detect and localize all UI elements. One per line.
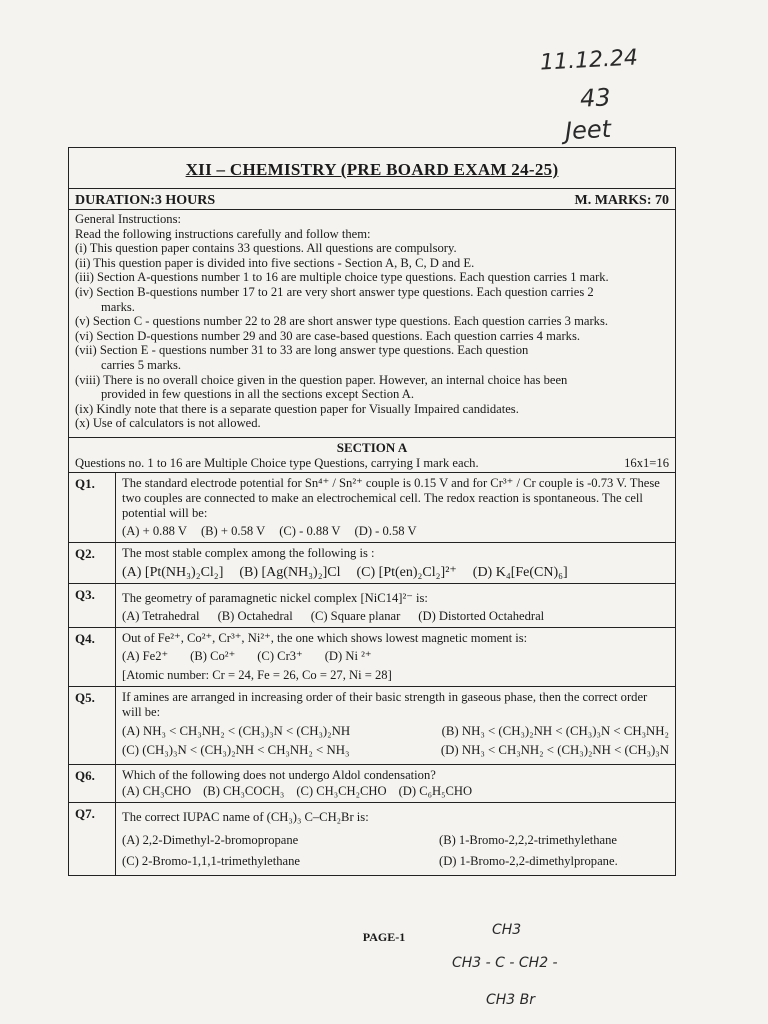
option-d: (D) Distorted Octahedral <box>418 608 545 623</box>
option-a: (A) NH₃ < CH₃NH₂ < (CH₃)₃N < (CH₃)₂NH <box>122 723 351 738</box>
option-c: (C) (CH₃)₃N < (CH₃)₂NH < CH₃NH₂ < NH₃ <box>122 742 350 757</box>
question-3 <box>69 584 675 628</box>
question-2 <box>69 543 675 584</box>
question-number: Q3. <box>69 584 116 627</box>
handwritten-structure-middle: CH3 - C - CH2 - <box>452 955 558 971</box>
option-d: (D) K₄[Fe(CN)₆] <box>472 564 568 580</box>
section-a-note <box>69 456 675 473</box>
instruction-item: (i) This question paper contains 33 questions. All questions are compulsory. <box>75 241 457 256</box>
option-a: (A) [Pt(NH₃)₂Cl₂] <box>122 564 224 580</box>
general-instructions <box>69 210 675 438</box>
question-text: The standard electrode potential for Sn⁴⁺ / Sn²⁺ couple is 0.15 V and for Cr³⁺ / Cr couple is -0.73 V. These two couples are connected to make an electrochemical cell. The redox reaction is spontaneous. The cell potential will be: <box>122 475 660 520</box>
option-b: (B) NH₃ < (CH₃)₂NH < (CH₃)₃N < CH₃NH₂ <box>441 723 669 738</box>
question-text: Out of Fe²⁺, Co²⁺, Cr³⁺, Ni²⁺, the one which shows lowest magnetic moment is: <box>122 630 528 645</box>
instruction-item: provided in few questions in all the sections except Section A. <box>101 387 415 402</box>
option-a: (A) Fe2⁺ <box>122 648 169 663</box>
option-b: (B) 1-Bromo-2,2,2-trimethylethane <box>439 832 618 847</box>
question-number: Q6. <box>69 765 116 802</box>
instruction-item: (ii) This question paper is divided into five sections - Section A, B, C, D and E. <box>75 255 475 270</box>
paper-title: XII – CHEMISTRY (PRE BOARD EXAM 24-25) <box>69 148 675 189</box>
question-number: Q7. <box>69 803 116 875</box>
question-text: The correct IUPAC name of (CH₃)₃ C–CH₂Br is: <box>122 809 369 824</box>
max-marks: M. MARKS: 70 <box>574 193 669 208</box>
question-text: The geometry of paramagnetic nickel complex [NiC14]²⁻ is: <box>122 590 428 605</box>
option-a: (A) CH₃CHO <box>122 783 192 798</box>
instruction-item: (v) Section C - questions number 22 to 28 are short answer type questions. Each question carries 3 marks. <box>75 314 609 329</box>
question-5 <box>69 687 675 765</box>
question-text: Which of the following does not undergo Aldol condensation? <box>122 767 436 782</box>
instruction-item: (viii) There is no overall choice given in the question paper. However, an internal choice has been <box>75 372 568 387</box>
duration: DURATION:3 HOURS <box>75 193 216 208</box>
atomic-numbers: [Atomic number: Cr = 24, Fe = 26, Co = 27, Ni = 28] <box>122 667 392 682</box>
question-number: Q2. <box>69 543 116 583</box>
question-paper <box>68 147 676 876</box>
question-text: If amines are arranged in increasing order of their basic strength in gaseous phase, then the correct order will be: <box>122 689 648 719</box>
option-c: (C) Cr3⁺ <box>257 648 303 663</box>
paper-meta <box>69 189 675 210</box>
option-b: (B) Co²⁺ <box>190 648 236 663</box>
question-text: The most stable complex among the following is : <box>122 545 375 560</box>
option-b: (B) CH₃COCH₃ <box>203 783 285 798</box>
option-d: (D) Ni ²⁺ <box>324 648 372 663</box>
question-number: Q5. <box>69 687 116 764</box>
option-d: (D) - 0.58 V <box>354 523 417 538</box>
question-number: Q1. <box>69 473 116 542</box>
instruction-item: (iv) Section B-questions number 17 to 21 are very short answer type questions. Each question carries 2 <box>75 284 594 299</box>
question-1 <box>69 473 675 543</box>
option-a: (A) 2,2-Dimethyl-2-bromopropane <box>122 832 299 847</box>
handwritten-structure-bottom: CH3 Br <box>486 992 536 1008</box>
instruction-item: (ix) Kindly note that there is a separate question paper for Visually Impaired candidates. <box>75 401 519 416</box>
option-d: (D) 1-Bromo-2,2-dimethylpropane. <box>439 853 618 868</box>
handwritten-date: 11.12.24 <box>539 45 639 76</box>
option-a: (A) + 0.88 V <box>122 523 187 538</box>
option-b: (B) Octahedral <box>217 608 293 623</box>
question-7 <box>69 803 675 875</box>
question-number: Q4. <box>69 628 116 686</box>
section-a-description: Questions no. 1 to 16 are Multiple Choice type Questions, carrying I mark each. <box>75 455 479 470</box>
handwritten-name: Jeet <box>564 114 612 146</box>
instructions-heading: General Instructions: <box>75 212 181 226</box>
option-b: (B) + 0.58 V <box>200 523 266 538</box>
instructions-intro: Read the following instructions carefully and follow them: <box>75 226 371 241</box>
instruction-item: (iii) Section A-questions number 1 to 16 are multiple choice type questions. Each question carries 1 mark. <box>75 270 609 285</box>
handwritten-marks: 43 <box>579 83 612 113</box>
option-d: (D) C₆H₅CHO <box>398 783 473 798</box>
option-c: (C) - 0.88 V <box>279 523 341 538</box>
instruction-item: (x) Use of calculators is not allowed. <box>75 416 261 431</box>
option-c: (C) Square planar <box>310 608 401 623</box>
instruction-item: (vii) Section E - questions number 31 to 33 are long answer type questions. Each question <box>75 343 529 358</box>
page-footer: PAGE-1 <box>362 930 406 944</box>
option-a: (A) Tetrahedral <box>122 608 200 623</box>
instruction-item: marks. <box>101 299 135 314</box>
section-a-heading: SECTION A <box>336 439 408 455</box>
question-4 <box>69 628 675 687</box>
instruction-item: carries 5 marks. <box>101 357 182 372</box>
option-c: (C) [Pt(en)₂Cl₂]²⁺ <box>356 564 457 580</box>
instruction-item: (vi) Section D-questions number 29 and 30 are case-based questions. Each question carries 4 marks. <box>75 328 581 343</box>
option-d: (D) NH₃ < CH₃NH₂ < (CH₃)₂NH < (CH₃)₃N <box>440 742 669 757</box>
section-a-marks: 16x1=16 <box>624 455 669 470</box>
option-c: (C) CH₃CH₂CHO <box>296 783 387 798</box>
handwritten-structure-top: CH3 <box>492 922 522 938</box>
option-c: (C) 2-Bromo-1,1,1-trimethylethane <box>122 853 301 868</box>
option-b: (B) [Ag(NH₃)₂]Cl <box>239 564 341 580</box>
question-6 <box>69 765 675 803</box>
